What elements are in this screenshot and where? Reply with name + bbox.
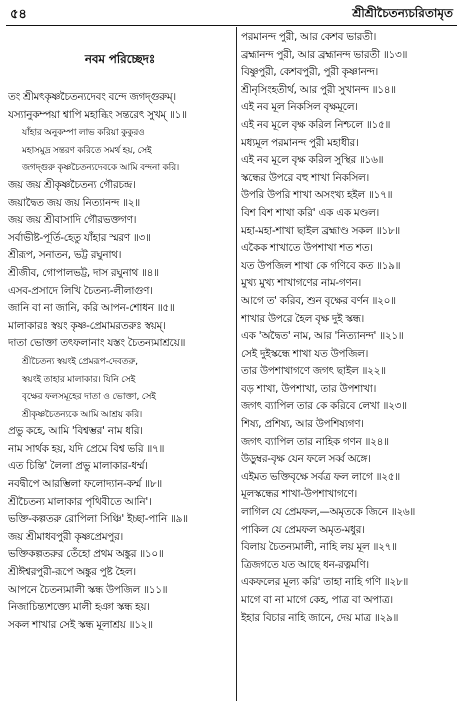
verse-line: ত্রিজগতে যত আছে ধন-রত্নমণি। [241, 558, 369, 571]
verse-line: শ্রীচৈতন্য মালাকার পৃথিবীতে আনি'। [8, 495, 152, 508]
verse-line: আপনে চৈতন্যমালী স্কন্ধ উপজিল ॥১১॥ [8, 583, 168, 596]
verse-line: উপরি উপরি শাখা অসংখ্য হইল ॥১৭॥ [241, 189, 393, 202]
verse-line: সর্বাভীষ্ট-পূর্তি-হেতু যাঁহার স্মরণ ॥৩॥ [8, 231, 151, 244]
verse-line: বিষ্ণুপুরী, কেশবপুরী, পুরী কৃষ্ণানন্দ। [241, 66, 379, 79]
running-title: শ্রীশ্রীচৈতন্যচরিতামৃত [352, 6, 453, 20]
verse-line: জগৎ ব্যাপিল তার কে করিবে লেখা ॥২৩॥ [241, 400, 407, 413]
verse-line: যত উপজিল শাখা কে গণিবে কত ॥১৯॥ [241, 259, 401, 272]
verse-line: শ্রীঈশ্বরপুরী-রূপে অঙ্কুর পুষ্ট হৈল। [8, 566, 136, 579]
verse-line: এত চিন্তি' লৈলা প্রভু মালাকার-ধর্ম্ম। [8, 460, 148, 473]
verse-line: একফলের মূল্য করি' তাহা নাহি গণি ॥২৮॥ [241, 576, 409, 589]
left-column [8, 29, 232, 634]
commentary-line: বৃক্ষের ফলসমূহের দাতা ও ভোক্তা, সেই [22, 391, 156, 403]
verse-line: এসব-প্রসাদে লিখি চৈতন্য-লীলাগুণ। [8, 284, 153, 297]
header-rule [6, 25, 457, 26]
verse-line: পরমানন্দ পুরী, আর কেশব ভারতী। [241, 31, 377, 43]
verse-line: ইহার বিচার নাহি জানে, দেয় মাত্র ॥২৯॥ [241, 611, 399, 624]
commentary-line: স্বয়ংই তাহার মালাকার। যিনি সেই [22, 373, 136, 385]
commentary-line: জগদ্গুরু কৃষ্ণচৈতন্যদেবকে আমি বন্দনা করি। [22, 162, 179, 174]
verse-line: এইমত ভক্তিবৃক্ষে সর্বত্র ফল লাগে ॥২৫॥ [241, 470, 400, 483]
verse-line: এই নব মূলে বৃক্ষ করিল নিশ্চলে ॥১৫॥ [241, 118, 391, 131]
verse-line: বিশ বিশ শাখা করি' এক এক মণ্ডল। [241, 206, 379, 219]
verse-line: জয় শ্রীমাধবপুরী কৃষ্ণপ্রেমপুর। [8, 530, 123, 543]
right-column [241, 29, 455, 627]
verse-line: জানি বা না জানি, করি আপন-শোধন ॥৫॥ [8, 302, 175, 315]
commentary-line: যাঁহার অনুকম্পা লাভ করিয়া কুকুরও [22, 127, 145, 139]
verse-line: জয় জয় শ্রীকৃষ্ণচৈতন্য গৌরচন্দ্র। [8, 178, 136, 191]
verse-line: সকল শাখার সেই স্কন্ধ মূলাশ্রয় ॥১২॥ [8, 618, 153, 631]
verse-line: শিষ্য, প্রশিষ্য, আর উপশিষ্যগণ। [241, 418, 364, 431]
verse-line: এই নব মূলে বৃক্ষ করিল সুস্থির ॥১৬॥ [241, 154, 384, 167]
verse-line: উড়ুম্বর-বৃক্ষ যেন ফলে সর্ব্ব অঙ্গে। [241, 453, 371, 466]
verse-line: বড় শাখা, উপশাখা, তার উপশাখা। [241, 382, 377, 395]
commentary-line: মহাসমুদ্র সন্তরণ করিতে সমর্থ হয়, সেই [22, 144, 152, 156]
verse-line: জয়াদ্বৈত জয় জয় নিত্যানন্দ ॥২॥ [8, 196, 140, 209]
chapter-heading: নবম পরিচ্ছেদঃ [84, 52, 156, 66]
verse-line: নিজাচিন্ত্যশক্ত্যে মালী হঞা স্কন্ধ হয়। [8, 601, 150, 614]
page-number: ৫৪ [10, 7, 27, 22]
verse-line: লাগিল যে প্রেমফল,—অমৃতকে জিনে ॥২৬॥ [241, 506, 415, 519]
verse-line: মধ্যমূল পরমানন্দ পুরী মহাধীর। [241, 136, 359, 149]
commentary-line: শ্রীকৃষ্ণচৈতন্যকে আমি আশ্রয় করি। [22, 408, 142, 420]
verse-line: শাখার উপরে হৈল বৃক্ষ দুই স্কন্ধ। [241, 312, 365, 325]
verse-line: ভক্তি-কল্পতরু রোপিলা সিঞ্চি' ইচ্ছা-পানি ॥৯॥ [8, 513, 188, 526]
verse-line: শ্রীজীব, গোপালভট্ট, দাস রঘুনাথ ॥৪॥ [8, 266, 159, 279]
verse-line: মহা-মহা-শাখা ছাইল ব্রহ্মাণ্ড সকল ॥১৮॥ [241, 224, 400, 237]
verse-line: মুখ্য মুখ্য শাখাগণের নাম-গণন। [241, 277, 361, 290]
verse-line: দাতা ভোক্তা তৎফলানাং যস্তং চৈতন্যমাশ্রয়ে॥ [8, 337, 186, 350]
commentary-line: শ্রীচৈতন্য স্বয়ংই প্রেমরূপ-দেবতরু, [22, 355, 138, 367]
verse-line: পাকিল যে প্রেমফল অমৃত-মধুর। [241, 523, 365, 536]
verse-line: ভক্তিকল্পতরুর তেঁহো প্রথম অঙ্কুর ॥১০॥ [8, 548, 164, 561]
verse-line: স্কন্ধের উপরে বহু শাখা নিকসিল। [241, 171, 370, 184]
verse-line: সেই দুইস্কন্ধে শাখা যত উপজিল। [241, 347, 369, 360]
verse-line: ব্রহ্মানন্দ পুরী, আর ব্রহ্মানন্দ ভারতী ॥১৩॥ [241, 48, 408, 61]
verse-line: তার উপশাখাগণে জগৎ ছাইল ॥২২॥ [241, 365, 386, 378]
verse-line: নবদ্বীপে আরম্ভিলা ফলোদ্যান-কর্ম্ম ॥৮॥ [8, 478, 162, 491]
verse-line: শ্রীরূপ, সনাতন, ভট্ট রঘুনাথ। [8, 249, 122, 262]
verse-line: মাগে বা না মাগে কেহ, পাত্র বা অপাত্র। [241, 594, 393, 606]
verse-line: বিলায় চৈতন্যমালী, নাহি লয় মূল ॥২৭॥ [241, 541, 397, 554]
verse-line: শ্রীনৃসিংহতীর্থ, আর পুরী সুখানন্দ ॥১৪॥ [241, 83, 396, 96]
verse-line: আগে ত' করিব, শুন বৃক্ষের বর্ণন ॥২০॥ [241, 294, 396, 307]
verse-line: মূলস্কন্ধের শাখা-উপশাখাগণে। [241, 488, 358, 501]
verse-line: যস্যানুকম্পয়া শ্বাপি মহাব্ধিং সন্তরেৎ সুখম্ ॥১॥ [8, 108, 187, 121]
verse-line: নাম সার্থক হয়, যদি প্রেমে বিশ্ব ভরি ॥৭॥ [8, 442, 165, 455]
verse-line: এই নব মূল নিকসিল বৃক্ষমূলে। [241, 101, 358, 114]
page-header [0, 0, 463, 26]
verse-line: জয় জয় শ্রীবাসাদি গৌরভক্তগণ। [8, 214, 137, 227]
verse-line: মালাকারঃ স্বয়ং কৃষ্ণ-প্রেমামরতরুঃ স্বয়ম্। [8, 319, 166, 332]
verse-line: জগৎ ব্যাপিল তার নাহিক গণন ॥২৪॥ [241, 435, 389, 448]
verse-line: একৈক শাখাতে উপশাখা শত শত। [241, 242, 373, 255]
column-divider [236, 27, 237, 701]
verse-line: তং শ্রীমৎকৃষ্ণচৈতন্যদেবং বন্দে জগদ্গুরুম্। [8, 91, 176, 103]
verse-line: এক 'অদ্বৈত' নাম, আর 'নিত্যানন্দ' ॥২১॥ [241, 330, 404, 343]
verse-line: প্রভু কহে, আমি 'বিশ্বম্ভর' নাম ধরি। [8, 425, 143, 438]
